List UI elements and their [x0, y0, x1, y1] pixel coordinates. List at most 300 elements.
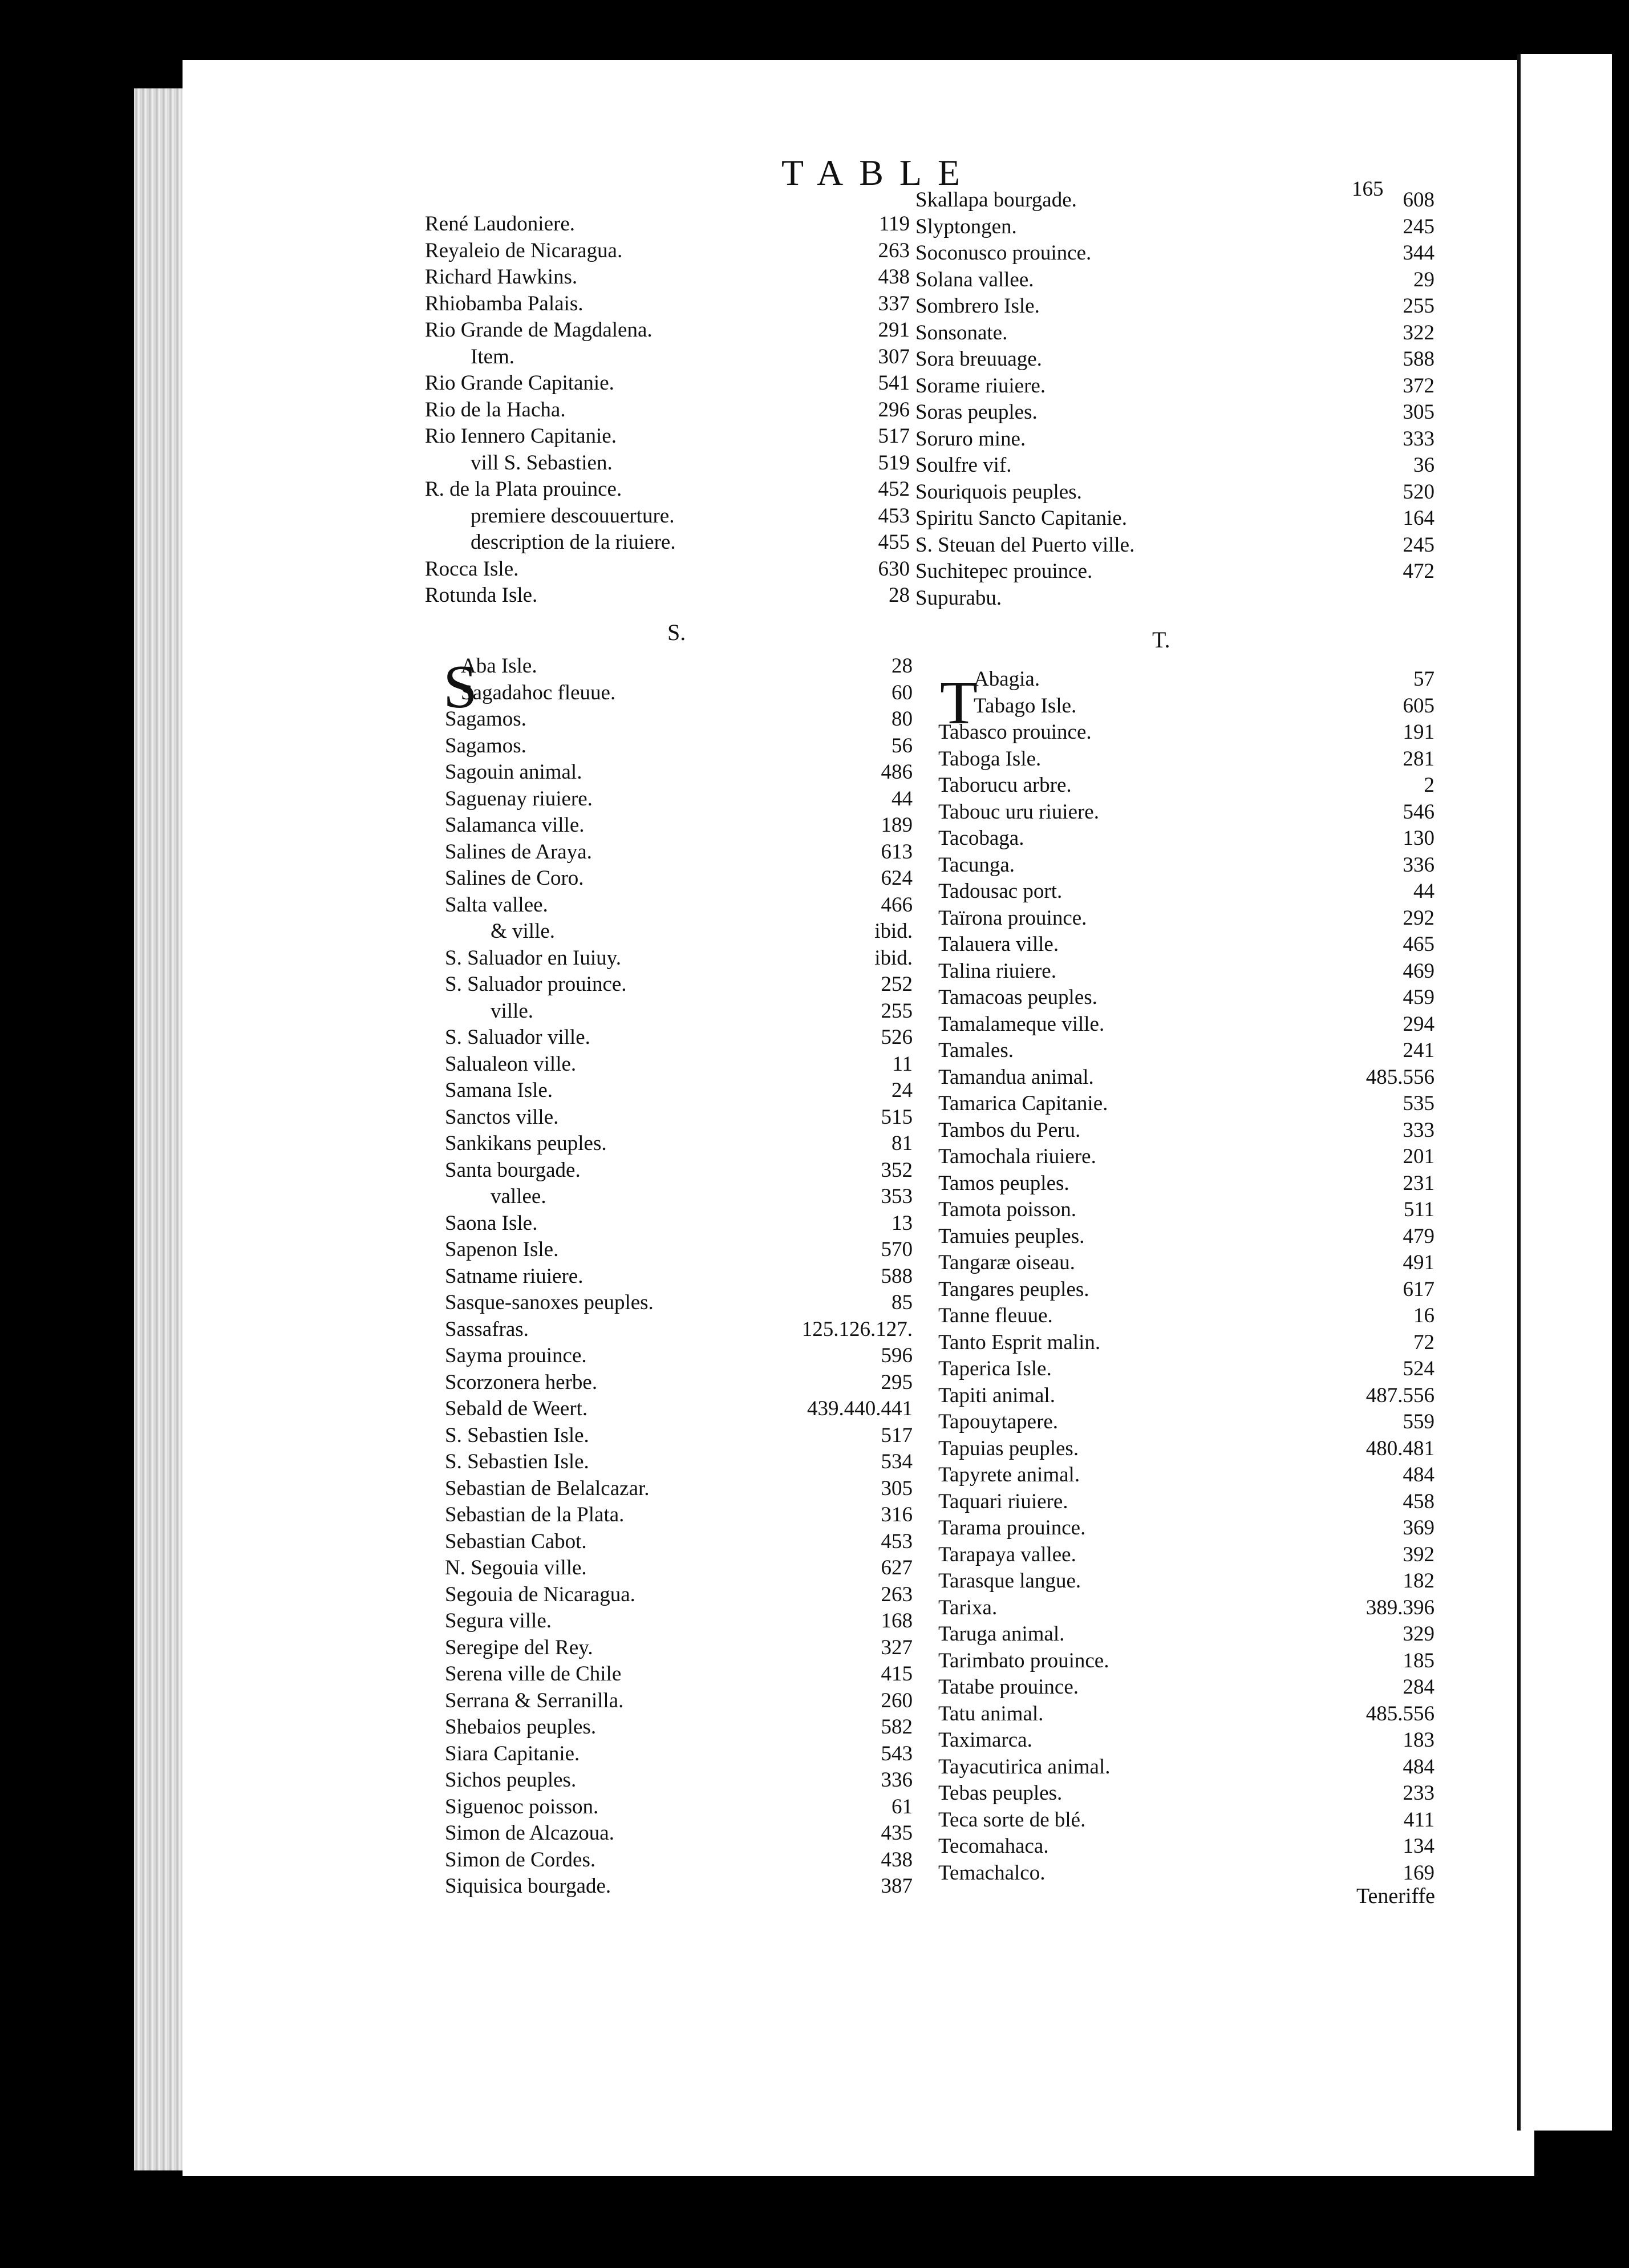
index-entry [445, 1847, 913, 1874]
entry-pages: 263 [881, 1582, 913, 1606]
entry-term: Tatabe prouince. [938, 1675, 1079, 1699]
entry-term: Souriquois peuples. [915, 480, 1082, 504]
entry-term: Sorame riuiere. [915, 374, 1046, 398]
entry-pages: 60 [892, 681, 913, 704]
entry-pages: 438 [878, 265, 910, 289]
entry-pages: 168 [881, 1609, 913, 1633]
index-entry [445, 1635, 913, 1662]
index-entry [915, 373, 1435, 400]
entry-pages: 245 [1403, 533, 1435, 557]
entry-pages: 255 [881, 999, 913, 1023]
index-column-left-r [425, 211, 910, 609]
entry-pages: 189 [881, 813, 913, 837]
index-entry [938, 799, 1435, 826]
entry-pages: 588 [1403, 347, 1435, 371]
entry-term: Sombrero Isle. [915, 294, 1040, 318]
entry-term: ville. [491, 999, 534, 1023]
entry-pages: 263 [878, 238, 910, 262]
entry-term: Sichos peuples. [445, 1768, 577, 1792]
page-title: TABLE [781, 152, 976, 193]
entry-pages: 305 [881, 1476, 913, 1500]
index-entry [425, 476, 910, 503]
entry-pages: 484 [1403, 1463, 1435, 1487]
entry-term: Rocca Isle. [425, 557, 519, 581]
entry-pages: 485.556 [1365, 1702, 1435, 1726]
entry-term: Salualeon ville. [445, 1052, 577, 1076]
index-entry [425, 211, 910, 238]
entry-term: vallee. [491, 1185, 546, 1208]
entry-pages: 352 [881, 1158, 913, 1182]
entry-pages: 487.556 [1365, 1383, 1435, 1407]
entry-term: Tapiti animal. [938, 1383, 1055, 1407]
index-entry [938, 878, 1435, 905]
entry-term: Tacunga. [938, 853, 1015, 877]
entry-pages: 439.440.441 [807, 1397, 913, 1420]
entry-term: Tarixa. [938, 1595, 998, 1619]
index-entry [938, 1727, 1435, 1754]
entry-pages: 466 [881, 893, 913, 917]
index-entry [445, 971, 913, 998]
index-column-right-t [938, 666, 1435, 1886]
index-entry [425, 556, 910, 583]
entry-pages: 80 [892, 707, 913, 731]
entry-pages: 484 [1403, 1755, 1435, 1779]
index-entry [445, 1184, 913, 1210]
entry-pages: 281 [1403, 747, 1435, 771]
entry-term: Tanto Esprit malin. [938, 1330, 1101, 1354]
index-entry [445, 759, 913, 786]
index-entry [915, 532, 1435, 559]
index-entry [915, 320, 1435, 347]
entry-pages: 164 [1403, 507, 1435, 530]
entry-term: Rotunda Isle. [425, 584, 538, 607]
index-entry [915, 267, 1435, 294]
entry-term: Rio Grande Capitanie. [425, 371, 614, 395]
entry-term: Tapuias peuples. [938, 1436, 1079, 1460]
index-entry [425, 397, 910, 424]
entry-term: Sasque-sanoxes peuples. [445, 1291, 654, 1314]
index-entry [445, 1237, 913, 1263]
index-entry [938, 1701, 1435, 1728]
index-entry [445, 839, 913, 866]
entry-pages: 617 [1403, 1277, 1435, 1301]
entry-pages: 613 [881, 840, 913, 864]
index-entry [915, 293, 1435, 320]
entry-term: Taïrona prouince. [938, 906, 1087, 930]
entry-pages: 241 [1403, 1039, 1435, 1062]
entry-term: Siguenoc poisson. [445, 1795, 599, 1819]
index-entry [425, 291, 910, 318]
entry-pages: 294 [1403, 1012, 1435, 1036]
entry-pages: 411 [1403, 1808, 1435, 1832]
index-entry [938, 772, 1435, 799]
index-entry [445, 892, 913, 919]
entry-pages: 307 [878, 345, 910, 368]
entry-term: Tamos peuples. [938, 1171, 1069, 1195]
section-letter-t: T. [1152, 627, 1170, 653]
entry-term: Tatu animal. [938, 1702, 1044, 1726]
entry-pages: 119 [878, 212, 910, 236]
index-entry [445, 1608, 913, 1635]
entry-term: Tamalameque ville. [938, 1012, 1105, 1036]
entry-term: Taquari riuiere. [938, 1489, 1068, 1513]
index-entry [445, 918, 913, 945]
entry-term: Soruro mine. [915, 427, 1026, 451]
entry-term: Taximarca. [938, 1728, 1032, 1752]
entry-term: Tabasco prouince. [938, 720, 1092, 744]
index-entry [445, 786, 913, 813]
index-entry [938, 1011, 1435, 1038]
entry-term: Simon de Alcazoua. [445, 1821, 614, 1845]
entry-pages: 479 [1403, 1224, 1435, 1248]
entry-term: Tangares peuples. [938, 1277, 1089, 1301]
index-entry [938, 693, 1435, 720]
index-entry [425, 370, 910, 397]
entry-pages: 292 [1403, 906, 1435, 930]
index-entry [938, 1674, 1435, 1701]
entry-term: Tapouytapere. [938, 1410, 1059, 1433]
entry-term: Tarapaya vallee. [938, 1542, 1076, 1566]
index-entry [445, 1767, 913, 1794]
entry-pages: 480.481 [1365, 1436, 1435, 1460]
entry-term: Sebastian Cabot. [445, 1529, 587, 1553]
index-entry [445, 1555, 913, 1582]
entry-pages: 459 [1403, 986, 1435, 1009]
entry-term: Item. [471, 345, 515, 368]
entry-pages: 336 [1403, 853, 1435, 877]
index-entry [938, 825, 1435, 852]
entry-pages: 13 [892, 1211, 913, 1235]
entry-term: Tamota poisson. [938, 1198, 1076, 1221]
entry-pages: 85 [892, 1291, 913, 1314]
entry-term: René Laudoniere. [425, 212, 575, 236]
entry-pages: 543 [881, 1742, 913, 1765]
entry-pages: 252 [881, 973, 913, 996]
entry-pages: 260 [881, 1688, 913, 1712]
entry-pages: 453 [881, 1529, 913, 1553]
entry-term: N. Segouia ville. [445, 1556, 587, 1580]
entry-pages: 389.396 [1365, 1595, 1435, 1619]
index-entry [425, 264, 910, 291]
entry-pages: 11 [892, 1052, 913, 1076]
index-entry [445, 1688, 913, 1715]
index-entry [938, 1489, 1435, 1516]
index-entry [938, 1224, 1435, 1250]
entry-pages: 344 [1403, 241, 1435, 265]
entry-pages: 515 [881, 1105, 913, 1129]
index-entry [445, 865, 913, 892]
index-entry [445, 998, 913, 1025]
index-entry [938, 1648, 1435, 1675]
index-entry [938, 1197, 1435, 1224]
entry-term: Tabago Isle. [974, 694, 1077, 718]
entry-term: Tacobaga. [938, 827, 1024, 850]
entry-term: Soconusco prouince. [915, 241, 1092, 265]
index-entry [915, 399, 1435, 426]
entry-term: Salamanca ville. [445, 813, 585, 837]
section-letter-s: S. [667, 619, 686, 645]
entry-term: Rio de la Hacha. [425, 398, 566, 422]
entry-pages: 524 [1403, 1357, 1435, 1380]
entry-term: Sagadahoc fleuue. [461, 681, 616, 704]
index-entry [445, 1794, 913, 1821]
entry-term: Serena ville de Chile [445, 1662, 622, 1686]
index-entry [938, 1409, 1435, 1436]
entry-term: Simon de Cordes. [445, 1848, 596, 1872]
index-entry [938, 1754, 1435, 1781]
entry-term: Sapenon Isle. [445, 1238, 559, 1261]
index-entry [445, 1423, 913, 1449]
entry-pages: 295 [881, 1370, 913, 1394]
index-entry [938, 1064, 1435, 1091]
index-entry [938, 746, 1435, 773]
entry-pages: 511 [1403, 1198, 1435, 1221]
entry-pages: 605 [1403, 694, 1435, 718]
entry-term: Sebastian de la Plata. [445, 1503, 625, 1526]
entry-pages: ibid. [874, 946, 913, 970]
entry-pages: 327 [881, 1635, 913, 1659]
entry-term: Tambos du Peru. [938, 1118, 1081, 1142]
drop-capital-t: T [940, 669, 978, 737]
entry-term: Tamochala riuiere. [938, 1145, 1096, 1168]
index-entry [445, 1582, 913, 1609]
index-entry [938, 1860, 1435, 1887]
entry-pages: 125.126.127. [801, 1317, 913, 1341]
index-entry [425, 503, 910, 530]
entry-term: Tadousac port. [938, 880, 1063, 903]
index-entry [938, 1144, 1435, 1171]
entry-pages: 526 [881, 1026, 913, 1049]
entry-term: Tamandua animal. [938, 1065, 1094, 1089]
entry-term: Tabouc uru riuiere. [938, 800, 1099, 824]
index-entry [445, 1210, 913, 1237]
entry-term: Tarama prouince. [938, 1516, 1086, 1540]
entry-term: Saguenay riuiere. [445, 787, 593, 811]
entry-term: S. Saluador prouince. [445, 973, 627, 996]
entry-term: S. Sebastien Isle. [445, 1450, 589, 1473]
entry-term: Skallapa bourgade. [915, 188, 1077, 212]
entry-term: Teca sorte de blé. [938, 1808, 1086, 1832]
index-entry [938, 1568, 1435, 1595]
index-entry [938, 852, 1435, 879]
entry-pages: 582 [881, 1715, 913, 1739]
index-entry [938, 1833, 1435, 1860]
entry-term: Sonsonate. [915, 321, 1008, 345]
index-entry [938, 1356, 1435, 1383]
entry-pages: 534 [881, 1450, 913, 1473]
entry-term: Soulfre vif. [915, 453, 1012, 477]
index-entry [445, 812, 913, 839]
index-entry [445, 945, 913, 972]
index-entry [938, 1436, 1435, 1463]
index-entry [938, 1595, 1435, 1622]
entry-pages: 435 [881, 1821, 913, 1845]
entry-pages: 570 [881, 1238, 913, 1261]
entry-pages: 452 [878, 477, 910, 501]
index-entry [938, 985, 1435, 1011]
index-entry [915, 558, 1435, 585]
index-entry [445, 1131, 913, 1157]
index-entry [915, 346, 1435, 373]
entry-term: Taruga animal. [938, 1622, 1065, 1646]
entry-pages: 517 [878, 424, 910, 448]
entry-pages: 81 [892, 1132, 913, 1155]
entry-term: Samana Isle. [445, 1079, 553, 1102]
entry-term: Salines de Coro. [445, 866, 584, 890]
entry-pages: 182 [1403, 1569, 1435, 1593]
index-entry [445, 733, 913, 760]
entry-pages: 337 [878, 291, 910, 315]
index-entry [445, 1476, 913, 1502]
entry-pages: 630 [878, 557, 910, 581]
index-entry [445, 706, 913, 733]
entry-pages: 517 [881, 1423, 913, 1447]
index-entry [445, 1370, 913, 1396]
index-entry [445, 1661, 913, 1688]
entry-pages: 369 [1403, 1516, 1435, 1540]
index-entry [445, 1873, 913, 1900]
entry-pages: 316 [881, 1503, 913, 1526]
entry-pages: 130 [1403, 827, 1435, 850]
index-entry [445, 1078, 913, 1104]
index-entry [915, 214, 1435, 241]
entry-term: Saona Isle. [445, 1211, 538, 1235]
index-entry [425, 450, 910, 477]
entry-pages: 520 [1403, 480, 1435, 504]
index-entry [445, 1157, 913, 1184]
entry-term: Talauera ville. [938, 933, 1059, 956]
entry-pages: 438 [881, 1848, 913, 1872]
index-entry [938, 1542, 1435, 1569]
index-entry [425, 529, 910, 556]
entry-pages: 333 [1403, 427, 1435, 451]
entry-term: Soras peuples. [915, 400, 1038, 424]
index-entry [425, 344, 910, 371]
entry-term: Rhiobamba Palais. [425, 291, 583, 315]
entry-pages: 596 [881, 1344, 913, 1367]
entry-pages: 491 [1403, 1251, 1435, 1274]
entry-term: Supurabu. [915, 586, 1002, 610]
index-entry [915, 585, 1435, 612]
entry-term: Sassafras. [445, 1317, 529, 1341]
entry-pages: 353 [881, 1185, 913, 1208]
entry-pages: 28 [889, 584, 910, 607]
index-entry [445, 1263, 913, 1290]
index-entry [938, 719, 1435, 746]
index-entry [445, 1396, 913, 1423]
index-entry [445, 680, 913, 707]
index-entry [445, 1051, 913, 1078]
entry-pages: ibid. [874, 920, 913, 943]
entry-term: Sebastian de Belalcazar. [445, 1476, 650, 1500]
entry-pages: 624 [881, 866, 913, 890]
index-entry [938, 1807, 1435, 1834]
entry-pages: 134 [1403, 1834, 1435, 1858]
entry-term: Tebas peuples. [938, 1781, 1063, 1805]
entry-term: Sanctos ville. [445, 1105, 559, 1129]
entry-term: Salta vallee. [445, 893, 548, 917]
entry-term: Shebaios peuples. [445, 1715, 597, 1739]
entry-term: Suchitepec prouince. [915, 560, 1093, 583]
entry-pages: 472 [1403, 560, 1435, 583]
entry-pages: 519 [878, 451, 910, 475]
entry-term: Tanne fleuue. [938, 1304, 1053, 1327]
index-entry [445, 1820, 913, 1847]
index-entry [915, 426, 1435, 453]
entry-term: Taperica Isle. [938, 1357, 1052, 1380]
entry-pages: 627 [881, 1556, 913, 1580]
entry-term: Sagamos. [445, 734, 526, 758]
entry-pages: 284 [1403, 1675, 1435, 1699]
entry-term: Salines de Araya. [445, 840, 592, 864]
drop-capital-s: S [443, 653, 478, 721]
entry-term: R. de la Plata prouince. [425, 477, 622, 501]
entry-pages: 56 [892, 734, 913, 758]
entry-pages: 255 [1403, 294, 1435, 318]
index-entry [445, 1741, 913, 1768]
index-entry [938, 1462, 1435, 1489]
entry-term: Serrana & Serranilla. [445, 1688, 624, 1712]
index-entry [425, 317, 910, 344]
entry-pages: 44 [892, 787, 913, 811]
entry-pages: 392 [1403, 1542, 1435, 1566]
entry-term: S. Sebastien Isle. [445, 1423, 589, 1447]
entry-pages: 465 [1403, 933, 1435, 956]
index-entry [915, 240, 1435, 267]
index-entry [938, 1383, 1435, 1410]
index-entry [425, 423, 910, 450]
entry-pages: 486 [881, 760, 913, 784]
entry-term: Sagamos. [445, 707, 526, 731]
index-entry [938, 666, 1435, 693]
entry-term: Aba Isle. [461, 654, 537, 678]
entry-term: Siara Capitanie. [445, 1742, 580, 1765]
index-entry [938, 1515, 1435, 1542]
index-entry [445, 1024, 913, 1051]
entry-pages: 231 [1403, 1171, 1435, 1195]
entry-pages: 387 [881, 1874, 913, 1898]
index-entry [445, 1449, 913, 1476]
entry-pages: 169 [1403, 1861, 1435, 1885]
entry-term: Taborucu arbre. [938, 773, 1072, 797]
entry-term: Tamuies peuples. [938, 1224, 1085, 1248]
entry-pages: 61 [892, 1795, 913, 1819]
index-entry [915, 505, 1435, 532]
entry-term: S. Saluador en Iuiuy. [445, 946, 621, 970]
entry-pages: 469 [1403, 959, 1435, 983]
index-column-right-s [915, 187, 1435, 611]
entry-term: Segouia de Nicaragua. [445, 1582, 635, 1606]
entry-term: Sebald de Weert. [445, 1397, 588, 1420]
index-column-left-s [445, 653, 913, 1900]
entry-pages: 245 [1403, 214, 1435, 238]
entry-pages: 16 [1413, 1304, 1435, 1327]
index-entry [938, 932, 1435, 958]
entry-pages: 44 [1413, 880, 1435, 903]
entry-pages: 546 [1403, 800, 1435, 824]
entry-pages: 2 [1424, 773, 1435, 797]
index-entry [938, 1038, 1435, 1064]
entry-pages: 329 [1403, 1622, 1435, 1646]
entry-term: Tecomahaca. [938, 1834, 1049, 1858]
entry-pages: 191 [1403, 720, 1435, 744]
entry-pages: 588 [881, 1264, 913, 1288]
entry-pages: 333 [1403, 1118, 1435, 1142]
entry-pages: 455 [878, 530, 910, 554]
entry-pages: 415 [881, 1662, 913, 1686]
entry-pages: 336 [881, 1768, 913, 1792]
entry-pages: 322 [1403, 321, 1435, 345]
